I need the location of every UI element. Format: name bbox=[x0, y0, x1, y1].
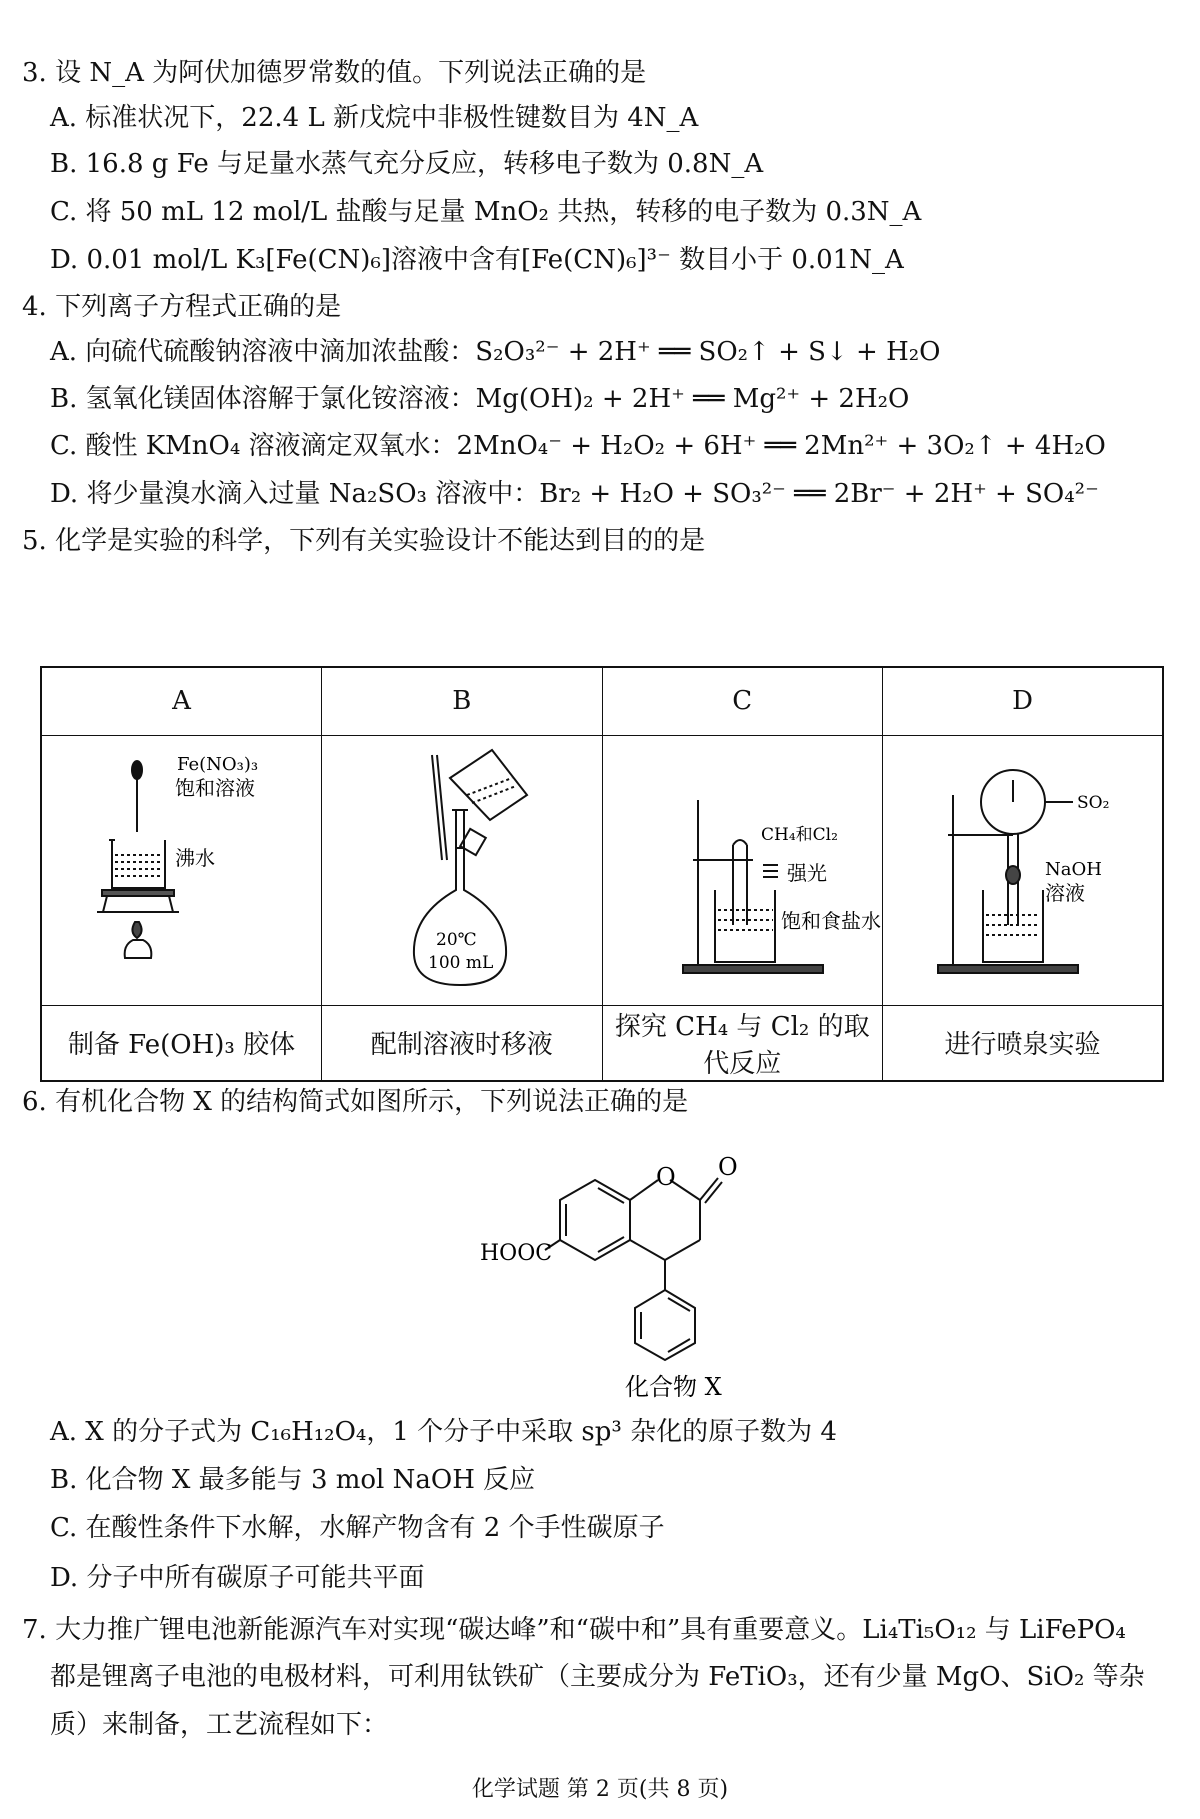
apparatus-c-drawing bbox=[603, 740, 903, 1000]
q3-option-a: A. 标准状况下，22.4 L 新戊烷中非极性键数目为 4N_A bbox=[50, 103, 699, 133]
q3-option-c: C. 将 50 mL 12 mol/L 盐酸与足量 MnO₂ 共热，转移的电子数为 0.3N_A bbox=[50, 197, 922, 227]
apparatus-b bbox=[322, 735, 603, 1005]
label-c-light: 强光 bbox=[786, 861, 827, 885]
caption-d: 进行喷泉实验 bbox=[883, 1005, 1164, 1081]
caption-a: 制备 Fe(OH)₃ 胶体 bbox=[41, 1005, 322, 1081]
q4-option-a: A. 向硫代硫酸钠溶液中滴加浓盐酸：S₂O₃²⁻ + 2H⁺ ══ SO₂↑ + S↓ + H₂O bbox=[50, 337, 941, 367]
label-b-volume: 100 mL bbox=[427, 953, 494, 973]
header-a: A bbox=[41, 667, 322, 735]
mol-carbonyl-oxygen: O bbox=[718, 1153, 738, 1181]
q3-option-d: D. 0.01 mol/L K₃[Fe(CN)₆]溶液中含有[Fe(CN)₆]³⁻ 数目小于 0.01N_A bbox=[50, 245, 904, 275]
header-d: D bbox=[883, 667, 1164, 735]
apparatus-d bbox=[883, 735, 1164, 1005]
mol-cooh: HOOC bbox=[480, 1241, 553, 1266]
q6-stem: 6. 有机化合物 X 的结构简式如图所示，下列说法正确的是 bbox=[22, 1087, 689, 1117]
label-a-reagent2: 饱和溶液 bbox=[174, 776, 255, 800]
label-a-reagent1: Fe(NO₃)₃ bbox=[176, 754, 258, 775]
apparatus-a-drawing bbox=[57, 740, 307, 1000]
caption-c: 探究 CH₄ 与 Cl₂ 的取代反应 bbox=[602, 1005, 883, 1081]
compound-x-structure bbox=[480, 1140, 760, 1401]
mol-caption: 化合物 X bbox=[625, 1373, 722, 1401]
apparatus-a bbox=[41, 735, 322, 1005]
experiment-table bbox=[40, 666, 1164, 1082]
header-b: B bbox=[322, 667, 603, 735]
q4-option-c: C. 酸性 KMnO₄ 溶液滴定双氧水：2MnO₄⁻ + H₂O₂ + 6H⁺ ══ 2Mn²⁺ + 3O₂↑ + 4H₂O bbox=[50, 431, 1106, 461]
label-b-temp: 20℃ bbox=[435, 930, 477, 950]
q3-option-b: B. 16.8 g Fe 与足量水蒸气充分反应，转移电子数为 0.8N_A bbox=[50, 149, 764, 179]
q5-stem: 5. 化学是实验的科学，下列有关实验设计不能达到目的的是 bbox=[22, 526, 706, 556]
q4-option-b: B. 氢氧化镁固体溶解于氯化铵溶液：Mg(OH)₂ + 2H⁺ ══ Mg²⁺ + 2H₂O bbox=[50, 384, 910, 414]
q7-line-2: 都是锂离子电池的电极材料，可利用钛铁矿（主要成分为 FeTiO₃，还有少量 MgO、SiO₂ 等杂 bbox=[50, 1662, 1145, 1692]
label-d-naoh2: 溶液 bbox=[1044, 881, 1085, 905]
q7-line-1: 7. 大力推广锂电池新能源汽车对实现“碳达峰”和“碳中和”具有重要意义。Li₄Ti₅O₁₂ 与 LiFePO₄ bbox=[22, 1615, 1126, 1645]
page-footer: 化学试题 第 2 页(共 8 页) bbox=[471, 1777, 729, 1802]
label-c-salt: 饱和食盐水 bbox=[780, 909, 881, 933]
apparatus-b-drawing bbox=[352, 740, 572, 1000]
label-c-gas: CH₄和Cl₂ bbox=[760, 825, 838, 845]
q6-option-a: A. X 的分子式为 C₁₆H₁₂O₄，1 个分子中采取 sp³ 杂化的原子数为 4 bbox=[50, 1417, 837, 1447]
q4-stem: 4. 下列离子方程式正确的是 bbox=[22, 292, 342, 322]
q4-option-d: D. 将少量溴水滴入过量 Na₂SO₃ 溶液中：Br₂ + H₂O + SO₃²⁻ ══ 2Br⁻ + 2H⁺ + SO₄²⁻ bbox=[50, 479, 1099, 509]
caption-b: 配制溶液时移液 bbox=[322, 1005, 603, 1081]
label-a-water: 沸水 bbox=[174, 846, 215, 870]
header-c: C bbox=[602, 667, 883, 735]
mol-ring-oxygen: O bbox=[656, 1163, 676, 1191]
apparatus-d-drawing bbox=[893, 740, 1153, 1000]
q6-option-c: C. 在酸性条件下水解，水解产物含有 2 个手性碳原子 bbox=[50, 1513, 665, 1543]
q6-option-d: D. 分子中所有碳原子可能共平面 bbox=[50, 1563, 425, 1593]
label-d-gas: SO₂ bbox=[1076, 793, 1109, 813]
q7-line-3: 质）来制备，工艺流程如下： bbox=[50, 1710, 389, 1740]
q3-stem: 3. 设 N_A 为阿伏加德罗常数的值。下列说法正确的是 bbox=[22, 58, 647, 88]
apparatus-c bbox=[602, 735, 883, 1005]
label-d-naoh1: NaOH bbox=[1044, 859, 1102, 880]
q6-option-b: B. 化合物 X 最多能与 3 mol NaOH 反应 bbox=[50, 1465, 536, 1495]
